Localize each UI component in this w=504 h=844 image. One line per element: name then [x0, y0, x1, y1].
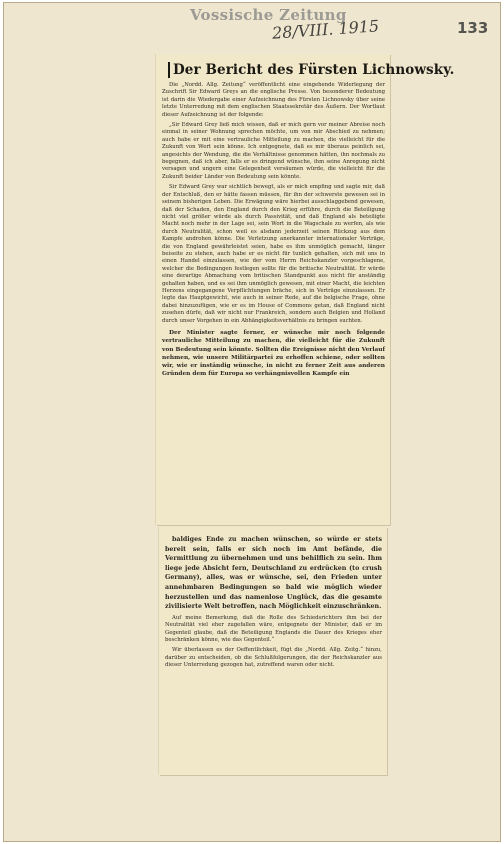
article-paragraph: Die „Nordd. Allg. Zeitung“ veröffentlicht eine eingehende Widerlegung der Zuschrift Sir Edward Greys an die englische Presse. Von besonderer Bedeutung ist darin die Wiedergabe einer Aufzeichnung des Fürsten Lichnowsky über seine letzte Unterredung mit dem englischen Staatssekretär des Äußern. Der Wortlaut dieser Aufzeichnung ist der folgende:: [162, 82, 385, 118]
handwritten-date: 28/VIII. 1915: [271, 16, 380, 43]
newspaper-clipping-2: [159, 527, 387, 775]
newspaper-masthead: Vossische Zeitung: [190, 6, 347, 24]
article-paragraph: Sir Edward Grey war sichtlich bewegt, als er mich empfing und sagte mir, daß der Entschluß, den er hätte fassen müssen, für ihn der schwerste gewesen sei in seinem bisherigen Leben. Die Erwägung wäre hierbei ausschlaggebend gewesen, daß der Schaden, den England durch den Krieg erführe, durch die Beteiligung nicht viel größer würde als durch Passivität, und daß England als beteiligte Macht noch mehr in der Lage sei, sein Wort in die Wagschale zu werfen, als wie durch Neutralität, schon weil es alsdann jederzeit seinen Rückzug aus dem Kampfe androhen könne. Die Verletzung anerkannter internationaler Verträge, die von England gewährleistet seien, habe es ihm unmöglich gemacht, länger beiseite zu stehen, auch habe er es nicht für tunlich gehalten, sich mit uns in einen Handel einzulassen, wie der vom Herrn Reichskanzler vorgeschlagene, welcher die Bedingungen festlegen sollte für die britische Neutralität. Er würde eine derartige Abmachung vom britischen Standpunkt aus nicht für anständig gehalten haben, und es sei ihm unmöglich gewesen, mit einer Macht, die leichten Herzens eingegangene Verpflichtungen bräche, sich in Verträge einzulassen. Er legte das Hauptgewicht, wie auch in seiner Rede, auf die belgische Frage, ohne dabei hinzuzufügen, wie er es im House of Commons getan, daß England nicht zusehen dürfe, daß wir nicht nur Frankreich, sondern auch Belgien und Holland durch unser Vorgehen in ein Abhängigkeitsverhältnis zu bringen suchten.: [162, 184, 385, 324]
article-paragraph: Auf meine Bemerkung, daß die Rolle des Schiedsrichters ihm bei der Neutralität viel eher zugefallen wäre, entgegnete der Minister, daß er im Gegenteil glaube, daß die Beteiligung Englands die Dauer des Krieges eher beschränken könne, wie das Gegenteil.“: [165, 614, 382, 643]
article-title: Der Bericht des Fürsten Lichnowsky.: [168, 62, 384, 78]
article-bold-paragraph: Der Minister sagte ferner, er wünsche mir noch folgende vertrauliche Mitteilung zu machen, die vielleicht für die Zukunft von Bedeutung sein könnte. Sollten die Ereignisse nicht den Verlauf nehmen, wie unsere Militärpartei zu erhoffen schiene, oder sollten wir, wie er inständig wünsche, in nicht zu ferner Zeit aus anderen Gründen dem für Europa so verhängnisvollen Kampfe ein: [162, 330, 385, 378]
article-paragraph: „Sir Edward Grey ließ mich wissen, daß er mich gern vor meiner Abreise noch einmal in seiner Wohnung sprechen möchte, um von mir Abschied zu nehmen; auch habe er mit eine vertrauliche Mitteilung zu machen, die vielleicht für die Zukunft von Wert sein könne. Ich entgegnete, daß es mir überaus peinlich sei, angesichts der Wendung, die die Verhältnisse genommen hätten, ihn nochmals zu begegnen, daß ich aber, falls er es dringend wünsche, ihm seine Anregung nicht versagen und ungern eine Gelegenheit versäumen würde, die vielleicht für die Zukunft beider Länder von Bedeutung sein könnte.: [162, 122, 385, 180]
article-paragraph: Wir überlassen es der Oeffentlichkeit, fügt die „Nordd. Allg. Zeitg.“ hinzu, darüber zu entscheiden, ob die Schlußfolgerungen, die der Reichskanzler aus dieser Unterredung gezogen hat, zutreffend waren oder nicht.: [165, 647, 382, 669]
newspaper-clipping-1: [156, 54, 455, 525]
page-number: 133: [457, 19, 489, 37]
archive-sheet: [3, 2, 501, 842]
article-bold-paragraph: baldiges Ende zu machen wünschen, so würde er stets bereit sein, falls er sich noch im Amt befände, die Vermittlung zu übernehmen und uns behilflich zu sein. Ihm liege jede Absicht fern, Deutschland zu erdrücken (to crush Germany), alles, was er wünsche, sei, den Frieden unter annehmbaren Bedingungen so bald wie möglich wieder herzustellen und das namenlose Unglück, das die gesamte zivilisierte Welt betroffen, nach Möglichkeit einzuschränken.: [165, 536, 382, 611]
